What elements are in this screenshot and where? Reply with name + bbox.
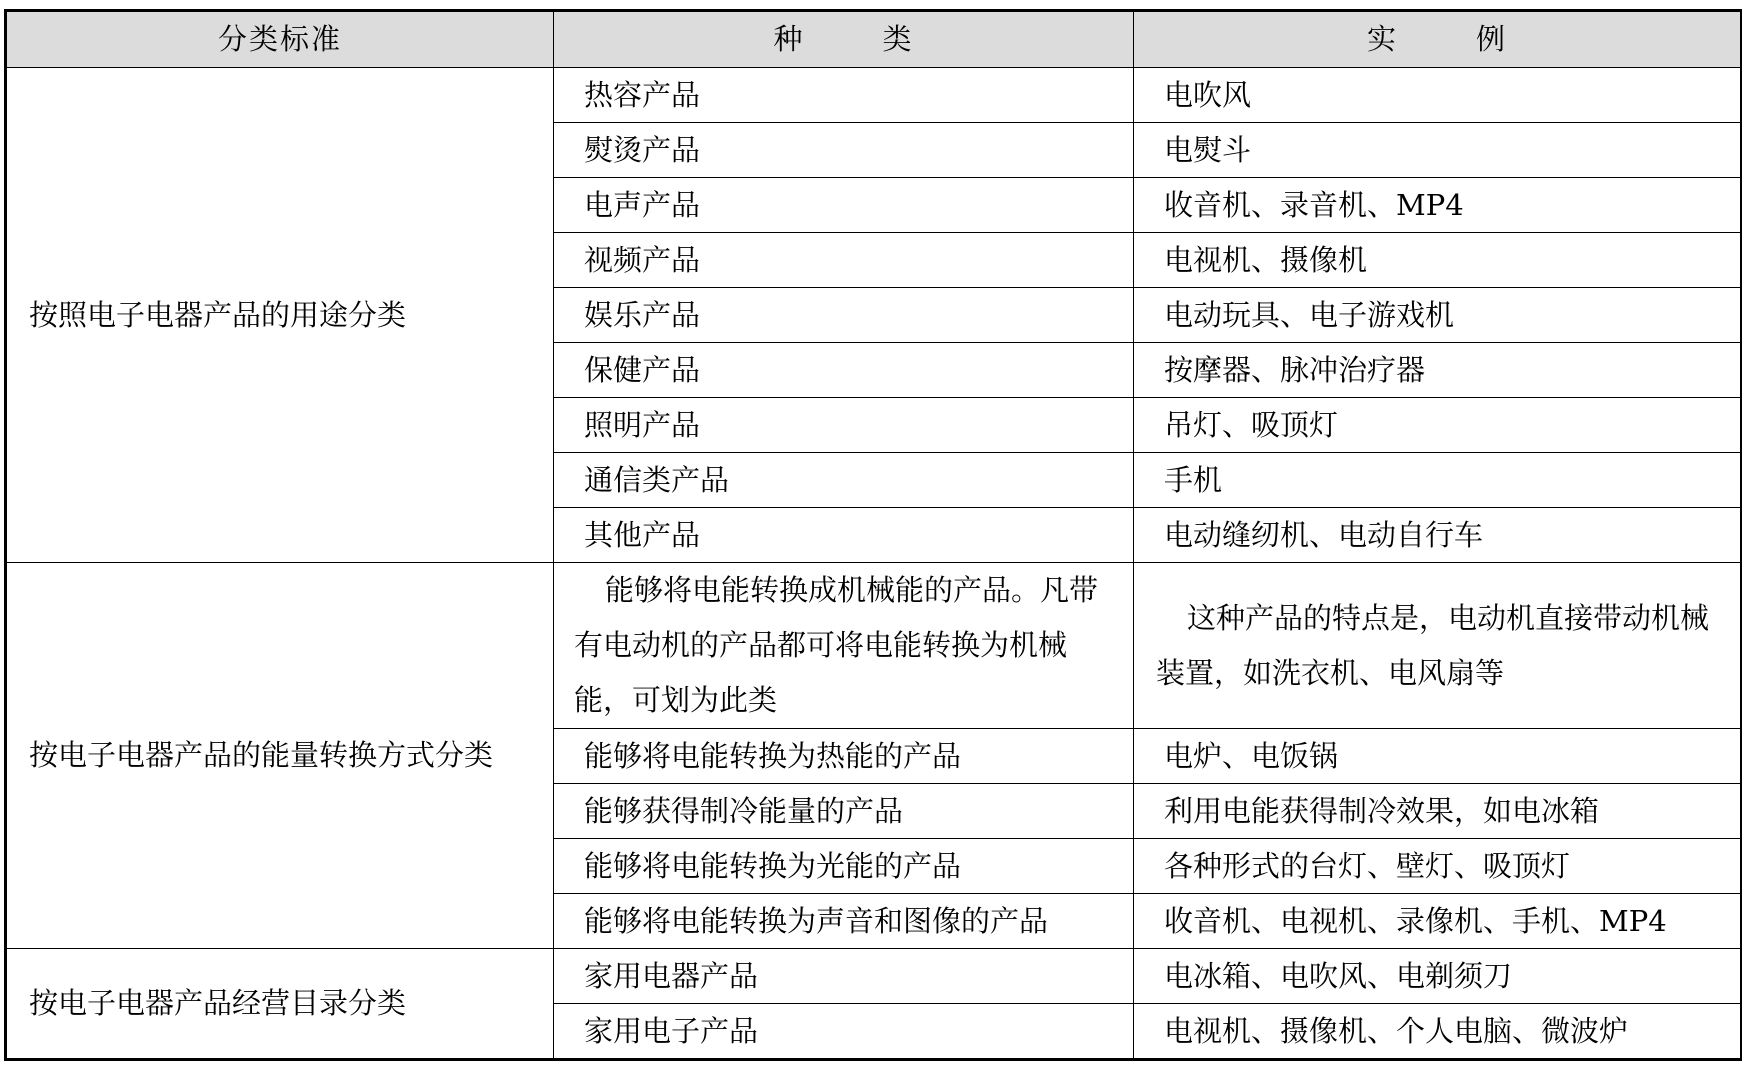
kind-cell: 照明产品: [554, 398, 1134, 453]
kind-cell: 能够获得制冷能量的产品: [554, 784, 1134, 839]
kind-cell: 保健产品: [554, 343, 1134, 398]
example-cell: 收音机、电视机、录像机、手机、MP4: [1134, 894, 1742, 949]
table-row: [6, 563, 1742, 729]
kind-cell: 能够将电能转换成机械能的产品。凡带有电动机的产品都可将电能转换为机械能，可划为此类: [554, 563, 1134, 729]
header-example-part-b: 例: [1476, 22, 1508, 57]
table-header-row: [6, 11, 1742, 68]
group-standard-energy: 按电子电器产品的能量转换方式分类: [6, 563, 554, 949]
group-standard-catalog: 按电子电器产品经营目录分类: [6, 949, 554, 1060]
kind-cell: 家用电器产品: [554, 949, 1134, 1004]
example-cell: 电熨斗: [1134, 123, 1742, 178]
example-cell: 这种产品的特点是，电动机直接带动机械装置，如洗衣机、电风扇等: [1134, 563, 1742, 729]
example-cell: 电视机、摄像机: [1134, 233, 1742, 288]
example-cell: 电动缝纫机、电动自行车: [1134, 508, 1742, 563]
table-row: [6, 68, 1742, 123]
example-cell: 电动玩具、电子游戏机: [1134, 288, 1742, 343]
kind-cell: 通信类产品: [554, 453, 1134, 508]
example-cell: 各种形式的台灯、壁灯、吸顶灯: [1134, 839, 1742, 894]
kind-cell: 家用电子产品: [554, 1004, 1134, 1060]
example-cell: 收音机、录音机、MP4: [1134, 178, 1742, 233]
kind-cell: 熨烫产品: [554, 123, 1134, 178]
header-kind-part-a: 种: [773, 22, 805, 57]
example-cell: 电炉、电饭锅: [1134, 729, 1742, 784]
header-standard-label: 分类标准: [217, 22, 342, 57]
example-cell: 按摩器、脉冲治疗器: [1134, 343, 1742, 398]
example-cell: 吊灯、吸顶灯: [1134, 398, 1742, 453]
kind-cell: 能够将电能转换为声音和图像的产品: [554, 894, 1134, 949]
example-cell: 利用电能获得制冷效果，如电冰箱: [1134, 784, 1742, 839]
example-cell: 手机: [1134, 453, 1742, 508]
header-standard: [6, 11, 554, 68]
kind-cell: 能够将电能转换为光能的产品: [554, 839, 1134, 894]
header-kind: [554, 11, 1134, 68]
kind-cell: 能够将电能转换为热能的产品: [554, 729, 1134, 784]
example-cell: 电视机、摄像机、个人电脑、微波炉: [1134, 1004, 1742, 1060]
example-cell: 电冰箱、电吹风、电剃须刀: [1134, 949, 1742, 1004]
kind-cell: 娱乐产品: [554, 288, 1134, 343]
table-row: [6, 949, 1742, 1004]
kind-cell: 视频产品: [554, 233, 1134, 288]
header-kind-part-b: 类: [882, 22, 914, 57]
kind-cell: 电声产品: [554, 178, 1134, 233]
kind-cell: 其他产品: [554, 508, 1134, 563]
example-cell: 电吹风: [1134, 68, 1742, 123]
group-standard-usage: 按照电子电器产品的用途分类: [6, 68, 554, 563]
header-example: [1134, 11, 1742, 68]
kind-cell: 热容产品: [554, 68, 1134, 123]
classification-table: [4, 9, 1742, 1061]
header-example-part-a: 实: [1366, 22, 1398, 57]
